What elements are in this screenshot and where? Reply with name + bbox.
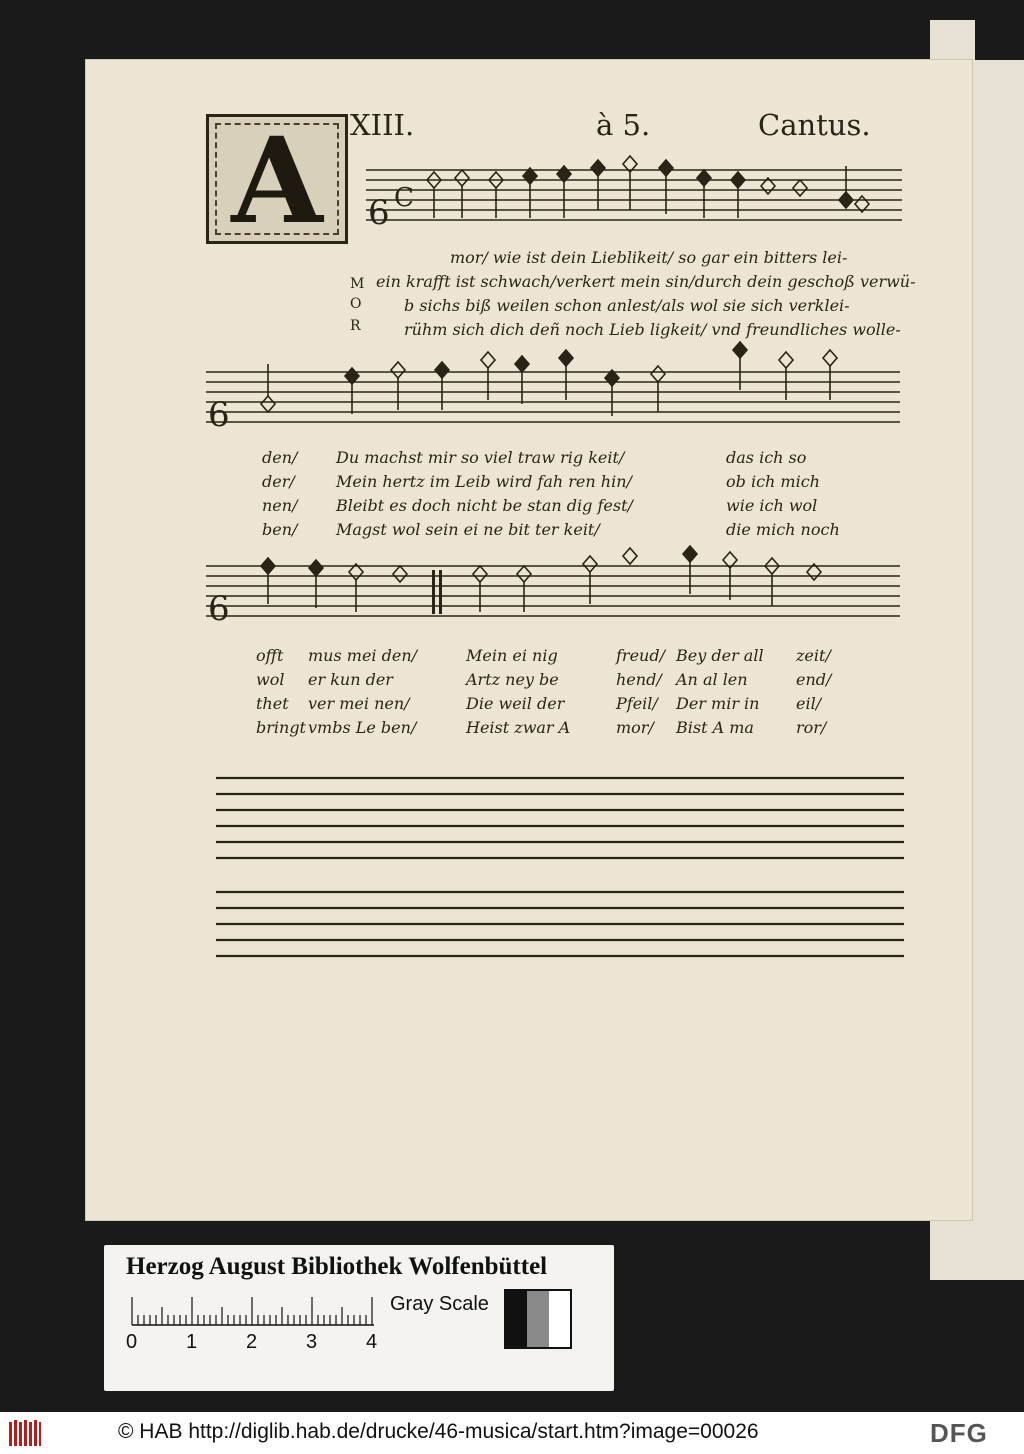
system3-l2-e: An al len (676, 670, 748, 689)
system3-l4-b: vmbs Le ben/ (308, 718, 417, 737)
svg-text:6: 6 (208, 589, 230, 629)
system3-l2-d: hend/ (616, 670, 662, 689)
system3-l2-a: wol (256, 670, 285, 689)
svg-text:C: C (394, 183, 414, 213)
system3-l1-c: Mein ei nig (466, 646, 558, 665)
system2-l2-c: ob ich mich (726, 472, 820, 491)
staff-3 (206, 566, 900, 616)
notes-staff-1 (427, 156, 869, 218)
system3-l1-d: freud/ (616, 646, 665, 665)
ruler-number-1: 1 (186, 1331, 198, 1353)
system3-l3-e: Der mir in (676, 694, 760, 713)
verse-letter-o: O (350, 296, 362, 312)
system2-l2-b: Mein hertz im Leib wird fah ren hin/ (336, 472, 632, 491)
voice-count: à 5. (596, 108, 651, 142)
system2-l4-b: Magst wol sein ei ne bit ter keit/ (336, 520, 600, 539)
system1-lyric-line-3: b sichs biß weilen schon anlest/als wol sie sich verklei- (404, 296, 850, 315)
ruler-number-2: 2 (246, 1331, 258, 1353)
system1-lyric-line-4: rühm sich dich deñ noch Lieb ligkeit/ vnd freundliches wolle- (404, 320, 901, 339)
verse-letter-m: M (350, 276, 365, 292)
system3-l1-b: mus mei den/ (308, 646, 418, 665)
voice-part: Cantus. (758, 108, 871, 142)
gray-scale-swatches (504, 1289, 572, 1349)
notes-staff-2 (261, 342, 837, 416)
system3-l4-f: ror/ (796, 718, 827, 737)
svg-text:6: 6 (208, 395, 230, 435)
gray-scale-label: Gray Scale (390, 1293, 489, 1315)
piece-number: XIII. (350, 108, 415, 142)
system1-lyric-line-2: ein krafft ist schwach/verkert mein sin/durch dein geschoß verwü- (376, 272, 916, 291)
system2-l1-b: Du machst mir so viel traw rig keit/ (336, 448, 625, 467)
system3-l4-d: mor/ (616, 718, 654, 737)
dfg-logo: DFG (930, 1418, 988, 1448)
library-name: Herzog August Bibliothek Wolfenbüttel (126, 1253, 548, 1280)
staff-1 (366, 170, 902, 220)
system3-l3-c: Die weil der (466, 694, 565, 713)
system3-l3-f: eil/ (796, 694, 822, 713)
swatch-black (506, 1291, 527, 1347)
ruler-scale (128, 1291, 378, 1327)
system2-l3-b: Bleibt es doch nicht be stan dig fest/ (336, 496, 633, 515)
swatch-gray (527, 1291, 548, 1347)
system3-l1-a: offt (256, 646, 284, 665)
system2-l1-c: das ich so (726, 448, 807, 467)
system3-l2-b: er kun der (308, 670, 393, 689)
system3-l1-e: Bey der all (676, 646, 764, 665)
footer-credit: © HAB http://diglib.hab.de/drucke/46-musica/start.htm?image=00026 (118, 1420, 759, 1443)
system2-l4-a: ben/ (262, 520, 298, 539)
ruler-number-3: 3 (306, 1331, 318, 1353)
system2-l1-a: den/ (262, 448, 298, 467)
notes-staff-3 (261, 546, 821, 612)
system3-l3-b: ver mei nen/ (308, 694, 410, 713)
library-label-card (104, 1245, 614, 1391)
verse-letter-r: R (350, 318, 361, 334)
staff-2 (206, 372, 900, 422)
footer-bar (0, 1412, 1024, 1454)
hab-logo-icon (8, 1418, 42, 1448)
initial-letter: A (231, 111, 323, 250)
system3-l4-e: Bist A ma (676, 718, 754, 737)
system1-lyric-line-1: mor/ wie ist dein Lieblikeit/ so gar ein bitters lei- (450, 248, 848, 267)
ruler-number-0: 0 (126, 1331, 138, 1353)
system3-l2-c: Artz ney be (466, 670, 559, 689)
system3-l3-a: thet (256, 694, 289, 713)
system3-l2-f: end/ (796, 670, 832, 689)
system2-l3-c: wie ich wol (726, 496, 818, 515)
svg-text:6: 6 (368, 193, 390, 233)
clefs (208, 183, 442, 629)
ruler-number-4: 4 (366, 1331, 378, 1353)
system2-l3-a: nen/ (262, 496, 298, 515)
system2-l4-c: die mich noch (726, 520, 840, 539)
system3-l1-f: zeit/ (796, 646, 831, 665)
system3-l4-c: Heist zwar A (466, 718, 571, 737)
swatch-white (549, 1291, 570, 1347)
system3-l4-a: bringt (256, 718, 306, 737)
empty-staves (216, 778, 904, 956)
system3-l3-d: Pfeil/ (616, 694, 658, 713)
system2-l2-a: der/ (262, 472, 295, 491)
